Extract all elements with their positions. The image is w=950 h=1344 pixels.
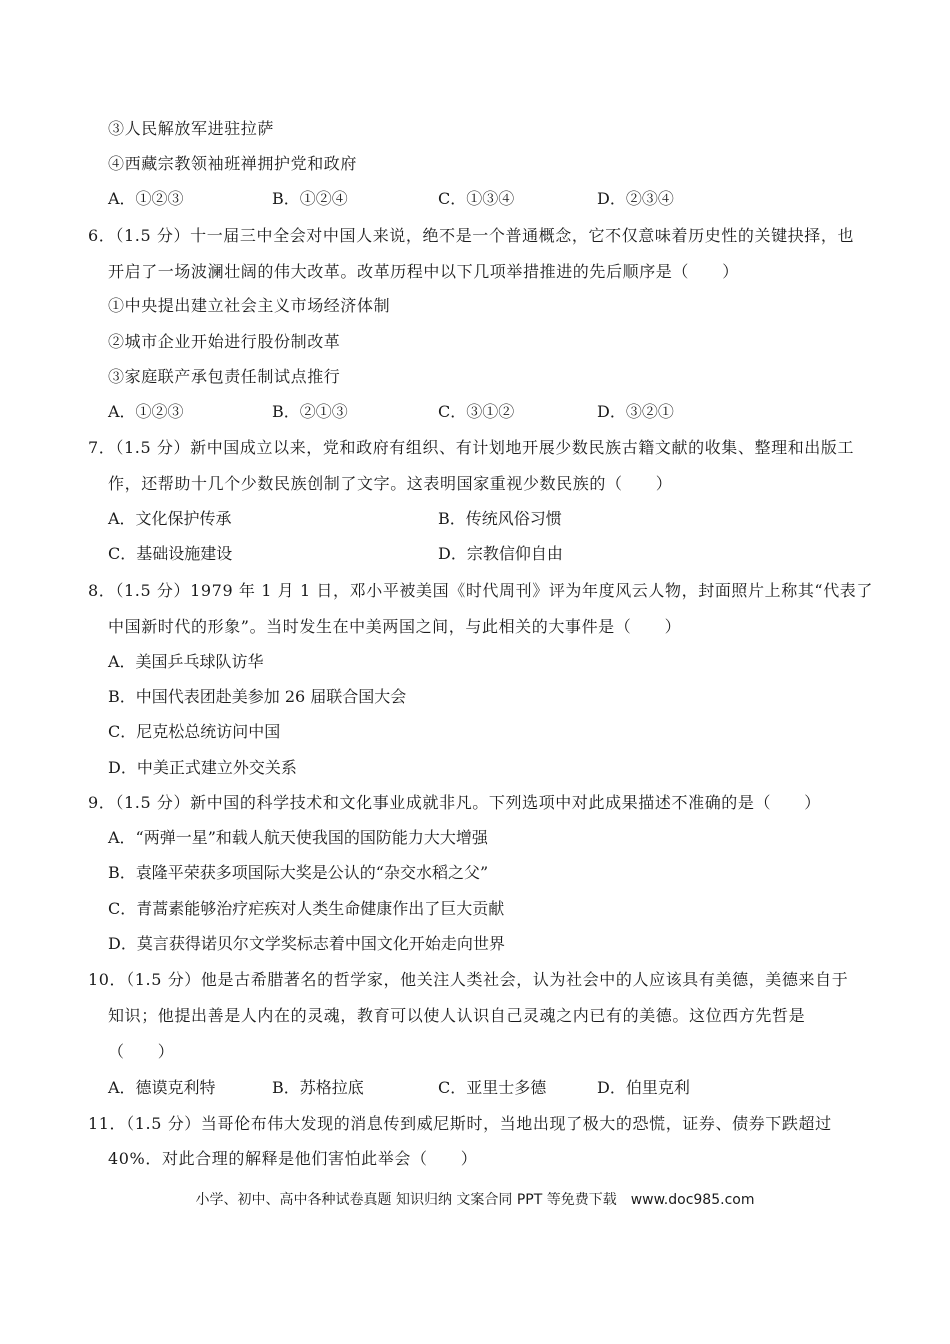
q5-option-b: B．①②④	[272, 189, 348, 208]
q10-option-d: D．伯里克利	[597, 1078, 690, 1097]
q9-option-c: C．青蒿素能够治疗疟疾对人类生命健康作出了巨大贡献	[108, 899, 505, 918]
q9-option-a: A．“两弹一星”和载人航天使我国的国防能力大大增强	[108, 828, 488, 847]
q5-item-4: ④西藏宗教领袖班禅拥护党和政府	[108, 154, 358, 173]
q7-option-a: A．文化保护传承	[108, 509, 232, 528]
q9-option-b: B．袁隆平荣获多项国际大奖是公认的“杂交水稻之父”	[108, 863, 489, 882]
q5-item-3: ③人民解放军进驻拉萨	[108, 119, 275, 138]
q6-item-1: ①中央提出建立社会主义市场经济体制	[108, 296, 391, 315]
q9-stem-line-1: 9．（1.5 分）新中国的科学技术和文化事业成就非凡。下列选项中对此成果描述不准确的是（ ）	[88, 793, 821, 812]
page-footer: 小学、初中、高中各种试卷真题 知识归纳 文案合同 PPT 等免费下载 www.doc985.com	[195, 1192, 755, 1208]
q8-stem-line-1: 8．（1.5 分）1979 年 1 月 1 日，邓小平被美国《时代周刊》评为年度风云人物，封面照片上称其“代表了	[88, 581, 873, 600]
q5-option-d: D．②③④	[597, 189, 674, 208]
q7-option-c: C．基础设施建设	[108, 544, 233, 563]
q5-option-c: C．①③④	[438, 189, 515, 208]
q10-option-a: A．德谟克利特	[108, 1078, 216, 1097]
q6-option-a: A．①②③	[108, 402, 184, 421]
q8-option-d: D．中美正式建立外交关系	[108, 758, 297, 777]
q11-stem-line-2: 40%．对此合理的解释是他们害怕此举会（ ）	[108, 1149, 478, 1168]
q9-option-d: D．莫言获得诺贝尔文学奖标志着中国文化开始走向世界	[108, 934, 505, 953]
q8-option-a: A．美国乒乓球队访华	[108, 652, 264, 671]
q6-stem-line-2: 开启了一场波澜壮阔的伟大改革。改革历程中以下几项举措推进的先后顺序是（ ）	[108, 262, 739, 281]
q6-item-3: ③家庭联产承包责任制试点推行	[108, 367, 341, 386]
q8-option-b: B．中国代表团赴美参加 26 届联合国大会	[108, 687, 407, 706]
q6-option-c: C．③①②	[438, 402, 515, 421]
q10-stem-line-2: 知识；他提出善是人内在的灵魂，教育可以使人认识自己灵魂之内已有的美德。这位西方先哲是	[108, 1006, 806, 1025]
q6-option-b: B．②①③	[272, 402, 348, 421]
q10-option-b: B．苏格拉底	[272, 1078, 364, 1097]
q6-item-2: ②城市企业开始进行股份制改革	[108, 332, 341, 351]
q7-stem-line-2: 作，还帮助十几个少数民族创制了文字。这表明国家重视少数民族的（ ）	[108, 474, 673, 493]
q5-option-a: A．①②③	[108, 189, 184, 208]
q11-stem-line-1: 11．（1.5 分）当哥伦布伟大发现的消息传到威尼斯时，当地出现了极大的恐慌，证券、债券下跌超过	[88, 1114, 832, 1133]
q10-stem-line-1: 10．（1.5 分）他是古希腊著名的哲学家，他关注人类社会，认为社会中的人应该具有美德，美德来自于	[88, 970, 849, 989]
q8-stem-line-2: 中国新时代的形象”。当时发生在中美两国之间，与此相关的大事件是（ ）	[108, 617, 682, 636]
q7-option-d: D．宗教信仰自由	[438, 544, 563, 563]
q10-option-c: C．亚里士多德	[438, 1078, 547, 1097]
q10-stem-line-3: （ ）	[108, 1042, 175, 1061]
q7-stem-line-1: 7．（1.5 分）新中国成立以来，党和政府有组织、有计划地开展少数民族古籍文献的收集、整理和出版工	[88, 438, 855, 457]
q7-option-b: B．传统风俗习惯	[438, 509, 562, 528]
q8-option-c: C．尼克松总统访问中国	[108, 722, 281, 741]
q6-stem-line-1: 6．（1.5 分）十一届三中全会对中国人来说，绝不是一个普通概念，它不仅意味着历史性的关键抉择，也	[88, 226, 855, 245]
q6-option-d: D．③②①	[597, 402, 674, 421]
